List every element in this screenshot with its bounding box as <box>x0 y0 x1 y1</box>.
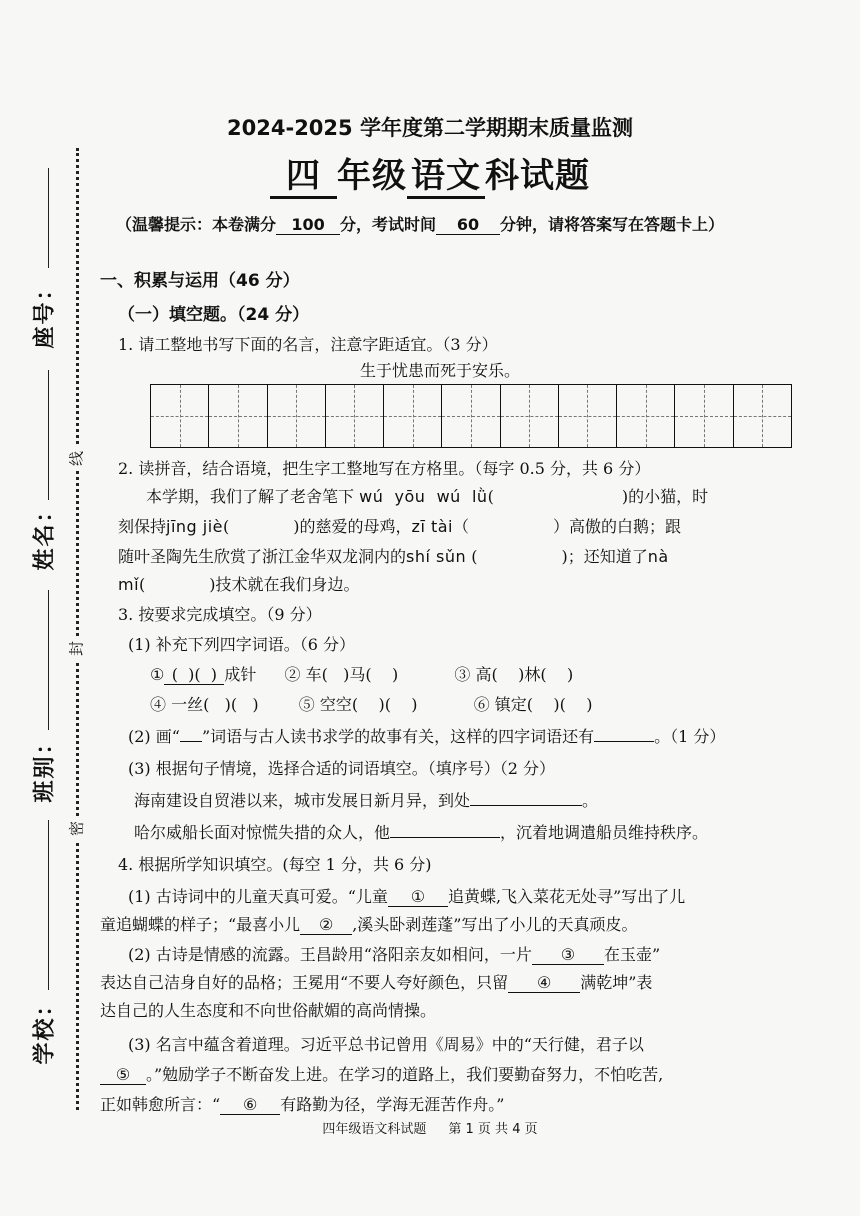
blank-marker[interactable]: ① <box>388 887 448 907</box>
grid-cell[interactable] <box>268 385 326 447</box>
grid-cell[interactable] <box>151 385 209 447</box>
q2-l2-pinyin2: zī tài <box>411 517 453 536</box>
idiom-part: ⑥ 镇定 <box>473 695 527 714</box>
q3-p2-a: (2) 画“ <box>128 727 180 746</box>
q4-a1-text: (1) 古诗词中的儿童天真可爱。“儿童 <box>128 887 388 906</box>
grid-cell[interactable] <box>734 385 791 447</box>
blank-marker[interactable]: ⑤ <box>100 1065 146 1085</box>
q3-text: 3. 按要求完成填空。（9 分） <box>118 605 322 624</box>
grid-cell[interactable] <box>209 385 267 447</box>
q2-l2-a: 刻保持 <box>118 517 167 536</box>
q3-row1: ① ( )( ) 成针 ② 车( )马( ) ③ 高( )林( ) <box>150 665 574 684</box>
name-label: 姓名： <box>32 498 58 571</box>
q3-p3: (3) 根据句子情境，选择合适的词语填空。（填序号）（2 分） <box>128 759 556 778</box>
item-marker: ① <box>150 665 165 684</box>
q2-line3: 随叶圣陶先生欣赏了浙江金华双龙洞内的shí sǔn ( )；还知道了nà <box>118 547 669 566</box>
seal-secret-char: 密 <box>66 817 87 841</box>
q4-b2-b: 满乾坤”表 <box>580 973 653 992</box>
q4-b2-text: 表达自己洁身自好的品格；王冕用“不要人夸好颜色，只留 <box>100 973 509 992</box>
school-blank <box>48 820 49 990</box>
q2-l1-a: 本学期，我们了解了老舍笔下 <box>146 487 355 506</box>
grade: 四 <box>270 156 337 199</box>
q2-line2: 刻保持jīng jiè( )的慈爱的母鸡，zī tài（ ）高傲的白鹅；跟 <box>118 517 682 536</box>
q2-l3-b: ；还知道了 <box>567 547 648 566</box>
class-label: 班别： <box>32 730 58 803</box>
q3-row2: ④ 一丝( )( ) ⑤ 空空( )( ) ⑥ 镇定( )( ) <box>150 695 593 714</box>
exam-title: 2024-2025 学年度第二学期期末质量监测 <box>227 116 633 140</box>
q3-s2-a: 哈尔威船长面对惊慌失措的众人，他 <box>134 823 391 842</box>
grid-cell[interactable] <box>559 385 617 447</box>
q2-line4: mǐ( )技术就在我们身边。 <box>118 575 360 594</box>
seat-label: 座号： <box>32 276 58 349</box>
idiom-part: ② 车 <box>284 665 322 684</box>
q2-l4-b: 技术就在我们身边。 <box>215 575 360 594</box>
q4-c3 <box>100 1092 504 1115</box>
q3-p2-c: 。（1 分） <box>654 727 726 746</box>
q3-s1-b: 。 <box>582 791 599 810</box>
idiom-part: 林 <box>524 665 541 684</box>
section1-title: 一、积累与运用（46 分） <box>100 271 300 291</box>
q4-b3: 达自己的人生态度和不向世俗献媚的高尚情操。 <box>100 1001 437 1020</box>
grid-cell[interactable] <box>501 385 559 447</box>
q2-l1-pinyin: wú yōu wú lǜ <box>359 487 488 506</box>
duration: 60 <box>436 215 500 235</box>
binding-dotted-line <box>76 148 79 1110</box>
q4-b2 <box>100 970 652 993</box>
q2-l2-b: 的慈爱的母鸡， <box>299 517 412 536</box>
q2-l3-pinyin: shí sǔn <box>406 547 467 566</box>
exam-subtitle <box>0 148 860 199</box>
q4-c2-b: 。”勉励学子不断奋发上进。在学习的道路上，我们要勤奋努力，不怕吃苦, <box>146 1065 664 1084</box>
grid-cell[interactable] <box>442 385 500 447</box>
answer-blank[interactable] <box>594 741 654 742</box>
q4-c3-b: 有路勤为径，学海无涯苦作舟。” <box>280 1095 505 1114</box>
class-blank <box>48 590 49 730</box>
q4-c1: (3) 名言中蕴含着道理。习近平总书记曾用《周易》中的“天行健，君子以 <box>128 1035 644 1054</box>
tip-suffix: 分钟，请将答案写在答题卡上） <box>500 215 725 234</box>
blank-marker[interactable]: ⑥ <box>220 1095 280 1115</box>
q3-p2 <box>128 724 725 747</box>
q2-l1-b: 的小猫，时 <box>628 487 709 506</box>
grid-cell[interactable] <box>617 385 675 447</box>
q1-text: 1. 请工整地书写下面的名言，注意字距适宜。（3 分） <box>118 335 498 354</box>
grid-cell[interactable] <box>675 385 733 447</box>
page-footer <box>0 1118 860 1137</box>
grid-cell[interactable] <box>326 385 384 447</box>
idiom-part: ⑤ 空空 <box>298 695 352 714</box>
q4-b1-b: 在玉壶” <box>603 945 661 964</box>
q2-l2-c: 高傲的白鹅；跟 <box>569 517 682 536</box>
q3-p2-b: ”词语与古人读书求学的故事有关，这样的四字词语还有 <box>201 727 595 746</box>
subject-suffix: 科试题 <box>485 156 590 196</box>
idiom-part: ③ 高 <box>454 665 492 684</box>
tip-prefix: （温馨提示：本卷满分 <box>116 215 277 234</box>
seal-seal-char: 封 <box>66 637 87 661</box>
blank-marker[interactable]: ③ <box>532 945 604 965</box>
subject: 语文 <box>407 156 485 199</box>
school-label: 学校： <box>32 992 58 1065</box>
tip-mid: 分，考试时间 <box>340 215 437 234</box>
idiom-part: 马 <box>349 665 366 684</box>
sub1-title: （一）填空题。（24 分） <box>118 305 310 325</box>
q3-s1-a: 海南建设自贸港以来，城市发展日新月异，到处 <box>134 791 471 810</box>
footer-page-number: 第 1 页 共 4 页 <box>448 1122 538 1137</box>
q4-text: 4. 根据所学知识填空。(每空 1 分，共 6 分) <box>118 855 432 874</box>
q3-s2 <box>134 820 708 843</box>
q2-l2-pinyin1: jīng jiè <box>166 517 224 536</box>
q4-a1 <box>128 884 685 907</box>
footer-name: 四年级语文科试题 <box>322 1122 427 1137</box>
grid-cell[interactable] <box>384 385 442 447</box>
q2-l3-a: 随叶圣陶先生欣赏了浙江金华双龙洞内的 <box>118 547 407 566</box>
writing-grid[interactable] <box>150 384 792 448</box>
q3-s2-b: ，沉着地调遣船员维持秩序。 <box>500 823 709 842</box>
seal-line-char: 线 <box>66 447 87 471</box>
idiom-part: ④ 一丝 <box>150 695 204 714</box>
answer-blank[interactable] <box>390 837 500 838</box>
q4-a1-b: 追黄蝶,飞入菜花无处寻”写出了儿 <box>447 887 686 906</box>
blank-marker[interactable]: ② <box>300 915 352 935</box>
exam-tip <box>116 212 724 235</box>
blank-marker[interactable]: ④ <box>508 973 580 993</box>
q3-s1 <box>134 788 598 811</box>
answer-blank[interactable] <box>470 805 582 806</box>
q4-a2-text: 童追蝴蝶的样子；“最喜小儿 <box>100 915 301 934</box>
q4-b1-text: (2) 古诗是情感的流露。王昌龄用“洛阳亲友如相问，一片 <box>128 945 532 964</box>
q4-a2-b: ,溪头卧剥莲蓬”写出了小儿的天真顽皮。 <box>352 915 638 934</box>
q2-line1: 本学期，我们了解了老舍笔下 wú yōu wú lǜ( )的小猫，时 <box>146 487 709 506</box>
grade-suffix: 年级 <box>337 156 407 196</box>
q2-l4-pinyin: mǐ <box>118 575 140 594</box>
idiom-part: 成针 <box>224 665 257 684</box>
q3-p1: (1) 补充下列四字词语。（6 分） <box>128 635 356 654</box>
q1-motto: 生于忧患而死于安乐。 <box>360 361 521 380</box>
q4-b1 <box>128 942 660 965</box>
q2-l3-pinyin2: nà <box>647 547 669 566</box>
q4-c2 <box>100 1062 663 1085</box>
q2-text: 2. 读拼音，结合语境，把生字工整地写在方格里。（每字 0.5 分，共 6 分） <box>118 459 651 478</box>
full-score: 100 <box>276 215 340 235</box>
name-blank <box>48 370 49 500</box>
q4-c3-text: 正如韩愈所言：“ <box>100 1095 221 1114</box>
q4-a2 <box>100 912 637 935</box>
